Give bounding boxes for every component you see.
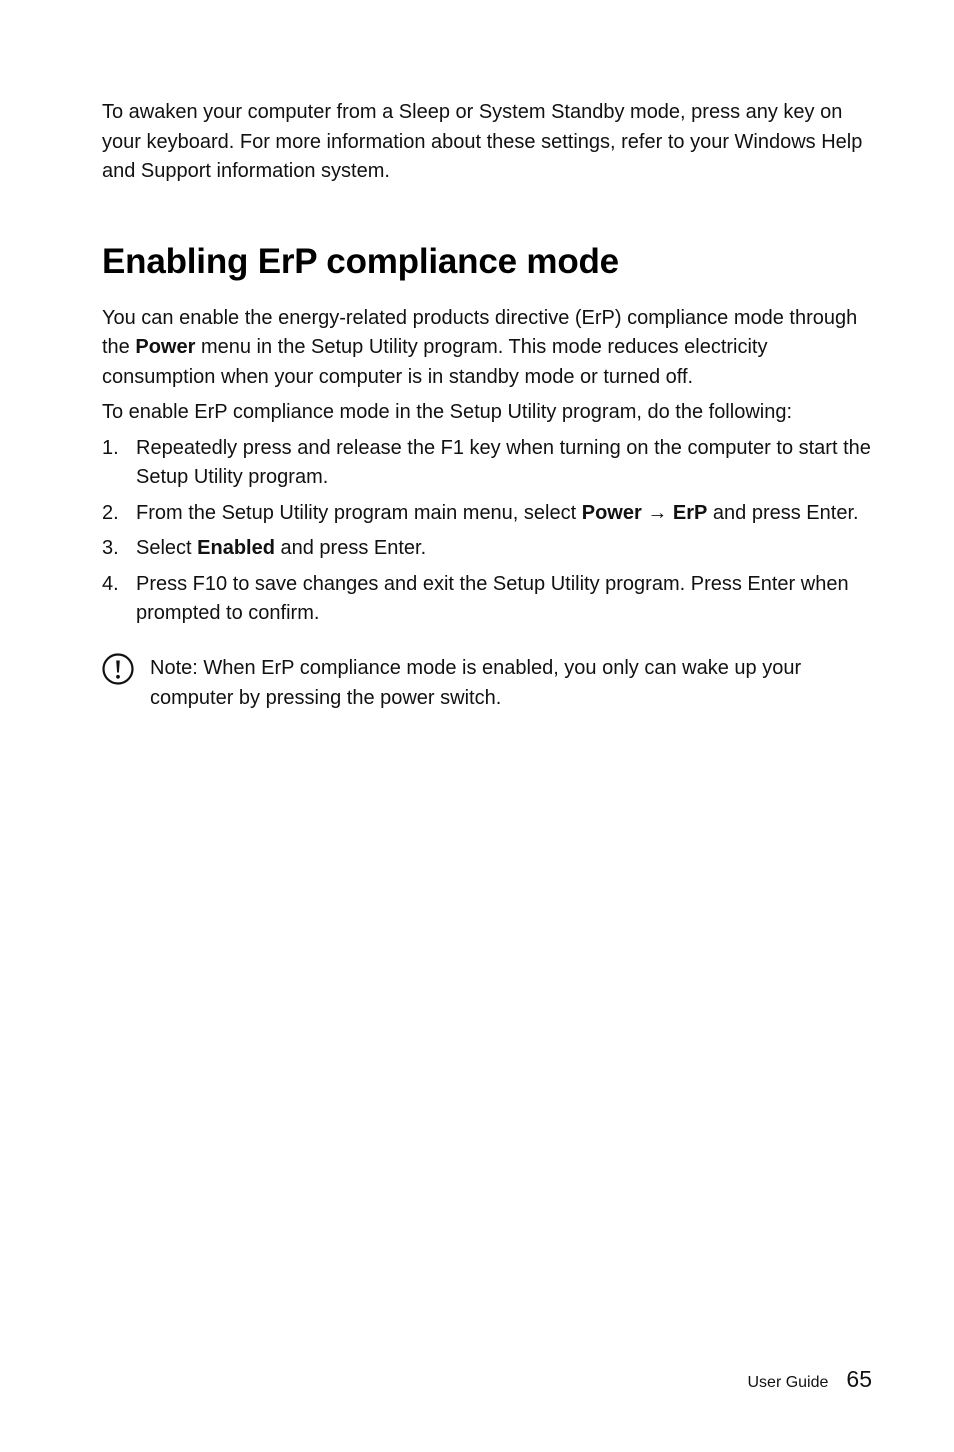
page-number: 65 [846, 1366, 872, 1392]
intro-paragraph: To awaken your computer from a Sleep or System Standby mode, press any key on your keyboard. For more information about these settings, refer to your Windows Help and Support information system. [102, 101, 863, 182]
exclamation-circle-icon [102, 653, 134, 685]
erp-description-text-2: menu in the Setup Utility program. This mode reduces electricity consumption when your computer is in standby mode or turned off. [102, 336, 768, 388]
step-number: 3. [102, 537, 119, 559]
note-paragraph [150, 653, 877, 713]
note-label: Note [150, 656, 193, 679]
enabled-term: Enabled [197, 537, 275, 559]
list-item [102, 570, 877, 629]
erp-description-paragraph [102, 304, 877, 393]
step-text: Repeatedly press and release the F1 key when turning on the computer to start the Setup Utility program. [136, 436, 871, 488]
step-text: Press F10 to save changes and exit the Setup Utility program. Press Enter when prompted to confirm. [136, 572, 849, 624]
list-item [102, 434, 877, 493]
step-text-before: From the Setup Utility program main menu, select [136, 501, 582, 524]
step-number: 1. [102, 436, 119, 459]
footer-label: User Guide [747, 1374, 829, 1391]
page-footer [747, 1366, 872, 1393]
instructions-intro-paragraph: To enable ErP compliance mode in the Setup Utility program, do the following: [102, 401, 793, 423]
page-content [102, 98, 877, 713]
step-number: 4. [102, 572, 119, 595]
power-menu-term: Power [135, 336, 196, 358]
step-number: 2. [102, 501, 119, 524]
section-heading: Enabling ErP compliance mode [102, 241, 619, 281]
menu-arrow: → [641, 501, 673, 524]
step-text-after: and press Enter. [274, 537, 427, 559]
erp-description-text-1: You can enable the energy-related products directive (ErP) compliance mode through the [102, 306, 858, 358]
step-text-before: Select [136, 537, 198, 559]
steps-list [102, 434, 877, 629]
erp-menu-term: ErP [672, 501, 708, 524]
power-menu-term: Power [581, 501, 642, 524]
list-item [102, 534, 877, 564]
list-item [102, 499, 877, 529]
note-text: : When ErP compliance mode is enabled, you only can wake up your computer by pressing the power switch. [150, 656, 802, 709]
step-text-after: and press Enter. [707, 501, 859, 524]
note-block [102, 653, 877, 713]
